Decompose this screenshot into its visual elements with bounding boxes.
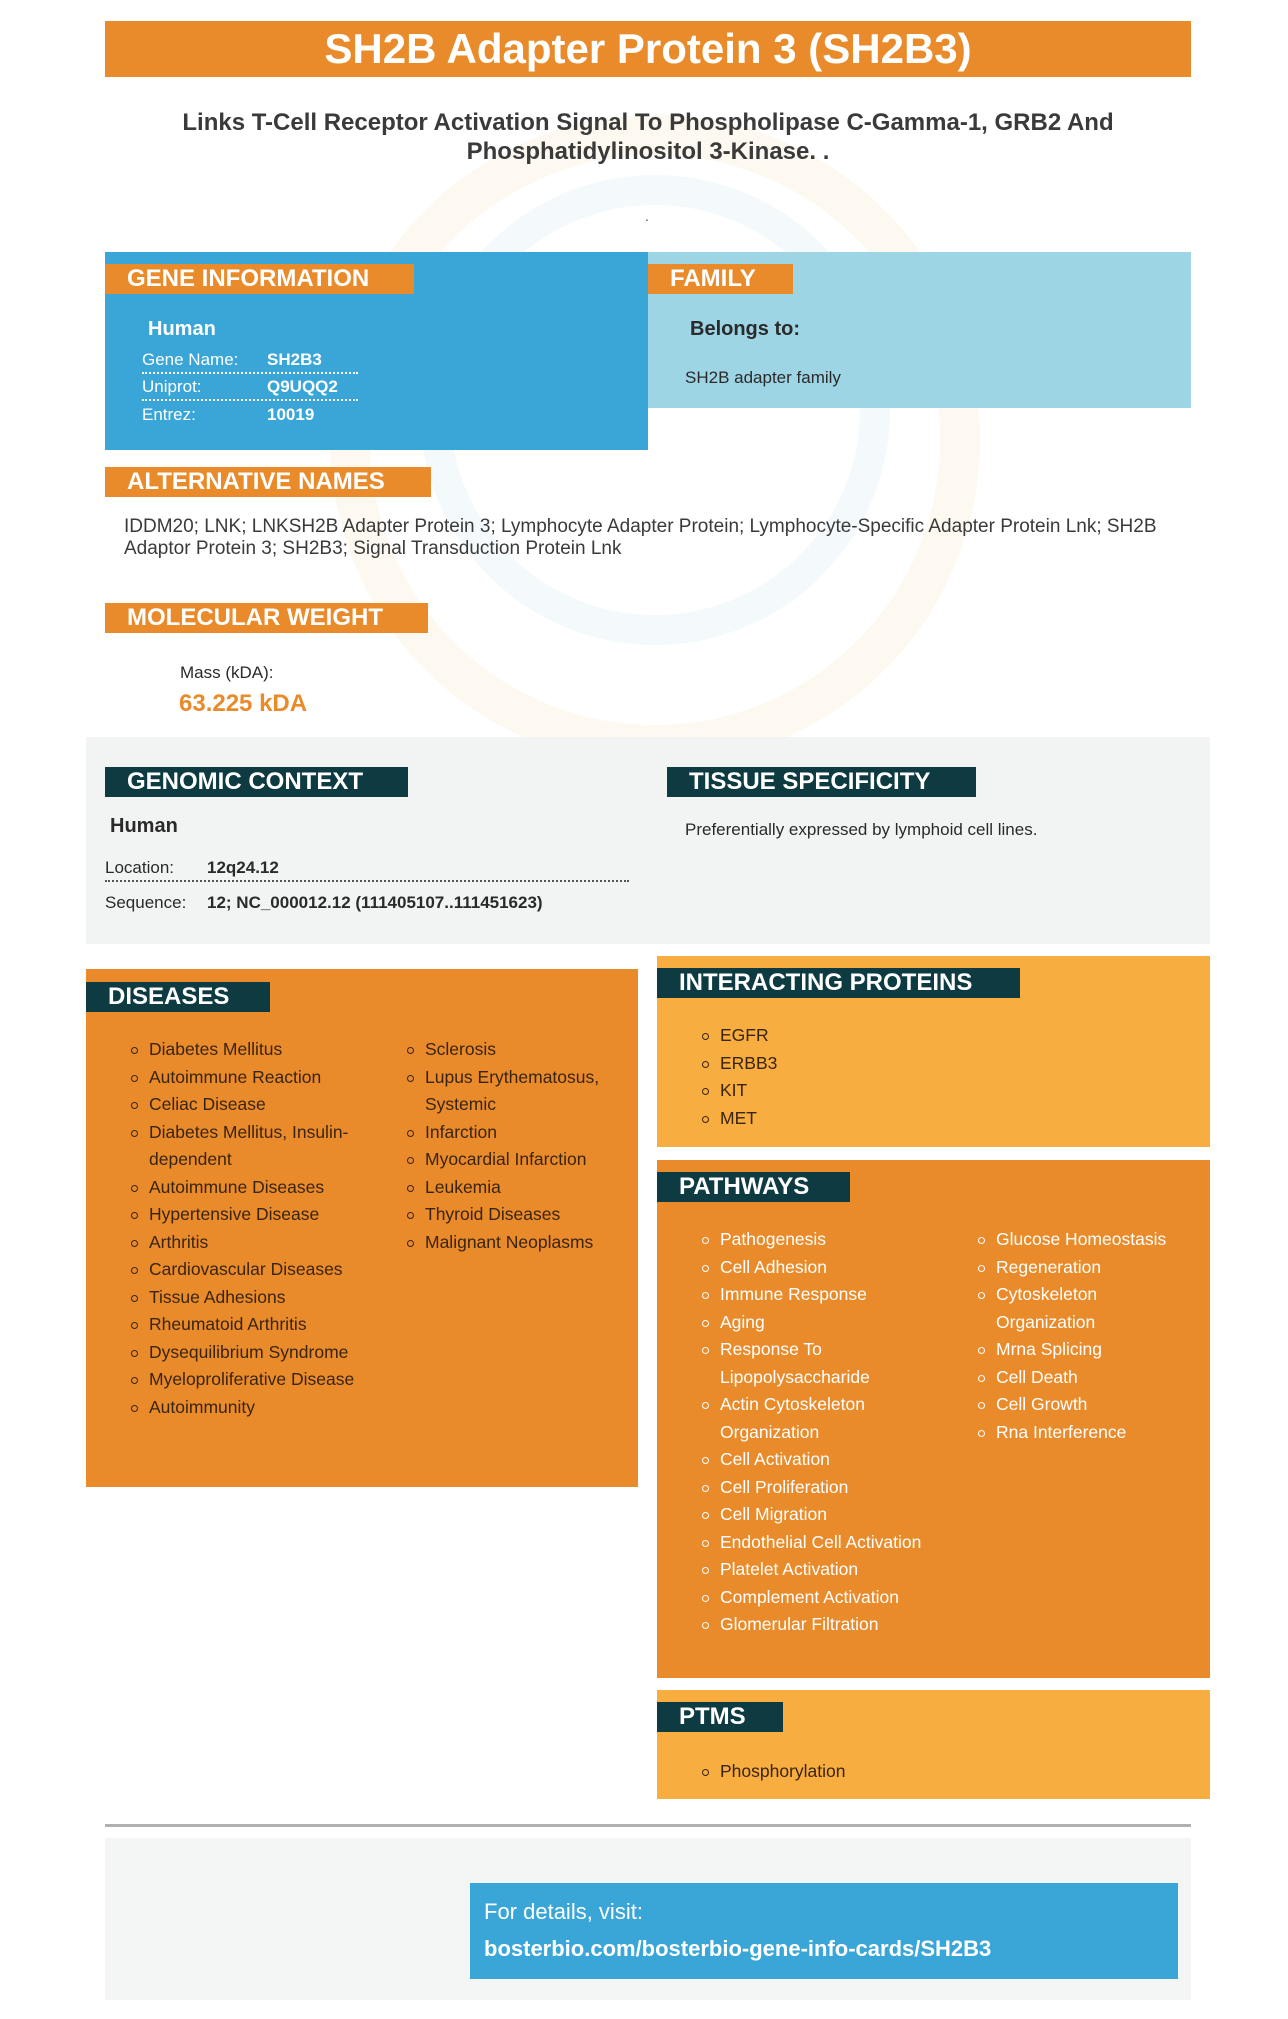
list-item: Autoimmune Diseases — [129, 1174, 359, 1202]
list-item: Cell Migration — [700, 1501, 930, 1529]
pathways-list-col2 — [976, 1226, 1201, 1446]
list-item: Myeloproliferative Disease — [129, 1366, 359, 1394]
list-item: Malignant Neoplasms — [405, 1229, 630, 1257]
list-item: Cell Adhesion — [700, 1254, 930, 1282]
molecular-weight-heading: MOLECULAR WEIGHT — [105, 603, 428, 633]
location-value: 12q24.12 — [207, 858, 279, 877]
sequence-label: Sequence: — [105, 893, 187, 912]
list-item: Infarction — [405, 1119, 630, 1147]
uniprot-value: Q9UQQ2 — [267, 377, 338, 396]
list-item: Phosphorylation — [700, 1758, 1000, 1786]
tissue-specificity-heading: TISSUE SPECIFICITY — [667, 767, 976, 797]
list-item: Cell Proliferation — [700, 1474, 930, 1502]
list-item: Autoimmune Reaction — [129, 1064, 359, 1092]
list-item: ERBB3 — [700, 1050, 1000, 1078]
list-item: Arthritis — [129, 1229, 359, 1257]
list-item: Immune Response — [700, 1281, 930, 1309]
genomic-species: Human — [110, 815, 178, 837]
list-item: MET — [700, 1105, 1000, 1133]
family-heading: FAMILY — [648, 264, 793, 294]
tissue-specificity-text: Preferentially expressed by lymphoid cell lines. — [685, 820, 1038, 839]
genomic-context-heading: GENOMIC CONTEXT — [105, 767, 408, 797]
list-item: Tissue Adhesions — [129, 1284, 359, 1312]
list-item: Lupus Erythematosus, Systemic — [405, 1064, 630, 1119]
details-link-box[interactable] — [470, 1883, 1178, 1979]
list-item: Cardiovascular Diseases — [129, 1256, 359, 1284]
subtitle-dot: . — [645, 208, 649, 224]
diseases-heading: DISEASES — [86, 982, 270, 1012]
protein-function-subtitle: Links T-Cell Receptor Activation Signal To Phospholipase C-Gamma-1, GRB2 And Phosphatidylinositol 3-Kinase. . — [182, 109, 1114, 165]
list-item: Glomerular Filtration — [700, 1611, 930, 1639]
location-row — [105, 852, 629, 882]
interacting-proteins-heading: INTERACTING PROTEINS — [657, 968, 1020, 998]
sequence-row — [105, 887, 629, 917]
list-item: Dysequilibrium Syndrome — [129, 1339, 359, 1367]
mass-value: 63.225 kDA — [179, 690, 308, 717]
list-item: Cell Activation — [700, 1446, 930, 1474]
list-item: Actin Cytoskeleton Organization — [700, 1391, 930, 1446]
list-item: Endothelial Cell Activation — [700, 1529, 930, 1557]
list-item: Mrna Splicing — [976, 1336, 1201, 1364]
list-item: Pathogenesis — [700, 1226, 930, 1254]
list-item: Platelet Activation — [700, 1556, 930, 1584]
gene-name-row — [142, 347, 358, 374]
ptms-list — [700, 1758, 1000, 1786]
list-item: Celiac Disease — [129, 1091, 359, 1119]
list-item: Autoimmunity — [129, 1394, 359, 1422]
list-item: Cell Growth — [976, 1391, 1201, 1419]
list-item: Cell Death — [976, 1364, 1201, 1392]
pathways-heading: PATHWAYS — [657, 1172, 850, 1202]
list-item: Rna Interference — [976, 1419, 1201, 1447]
location-label: Location: — [105, 858, 174, 877]
list-item: Cytoskeleton Organization — [976, 1281, 1201, 1336]
list-item: Leukemia — [405, 1174, 630, 1202]
details-link-label: For details, visit: — [484, 1899, 643, 1924]
entrez-value: 10019 — [267, 405, 315, 424]
diseases-list-col1 — [129, 1036, 359, 1421]
list-item: Diabetes Mellitus — [129, 1036, 359, 1064]
page-title: SH2B Adapter Protein 3 (SH2B3) — [105, 21, 1191, 77]
list-item: Rheumatoid Arthritis — [129, 1311, 359, 1339]
sequence-value: 12; NC_000012.12 (111405107..111451623) — [207, 893, 543, 912]
entrez-label: Entrez: — [142, 405, 196, 424]
footer-divider — [105, 1824, 1191, 1827]
diseases-list-col2 — [405, 1036, 630, 1256]
alternative-names-heading: ALTERNATIVE NAMES — [105, 467, 431, 497]
interacting-proteins-list — [700, 1022, 1000, 1132]
list-item: Complement Activation — [700, 1584, 930, 1612]
gene-name-label: Gene Name: — [142, 350, 239, 369]
list-item: Hypertensive Disease — [129, 1201, 359, 1229]
pathways-list-col1 — [700, 1226, 930, 1639]
list-item: Myocardial Infarction — [405, 1146, 630, 1174]
gene-information-heading: GENE INFORMATION — [105, 264, 414, 294]
alternative-names-text: IDDM20; LNK; LNKSH2B Adapter Protein 3; Lymphocyte Adapter Protein; Lymphocyte-Specific Adapter Protein Lnk; SH2B Adaptor Protein 3; SH2B3; Signal Transduction Protein Lnk — [124, 516, 1157, 559]
list-item: Sclerosis — [405, 1036, 630, 1064]
list-item: Response To Lipopolysaccharide — [700, 1336, 930, 1391]
gene-name-value: SH2B3 — [267, 350, 322, 369]
list-item: Regeneration — [976, 1254, 1201, 1282]
list-item: Thyroid Diseases — [405, 1201, 630, 1229]
uniprot-row — [142, 374, 358, 401]
family-value: SH2B adapter family — [685, 368, 841, 387]
list-item: EGFR — [700, 1022, 1000, 1050]
ptms-heading: PTMS — [657, 1702, 783, 1732]
list-item: Aging — [700, 1309, 930, 1337]
uniprot-label: Uniprot: — [142, 377, 202, 396]
list-item: Glucose Homeostasis — [976, 1226, 1201, 1254]
list-item: Diabetes Mellitus, Insulin-dependent — [129, 1119, 359, 1174]
gene-species: Human — [148, 318, 216, 340]
list-item: KIT — [700, 1077, 1000, 1105]
mass-label: Mass (kDA): — [180, 663, 274, 682]
entrez-row — [142, 402, 358, 429]
family-belongs-label: Belongs to: — [690, 318, 800, 340]
details-link-url[interactable]: bosterbio.com/bosterbio-gene-info-cards/SH2B3 — [484, 1936, 992, 1961]
